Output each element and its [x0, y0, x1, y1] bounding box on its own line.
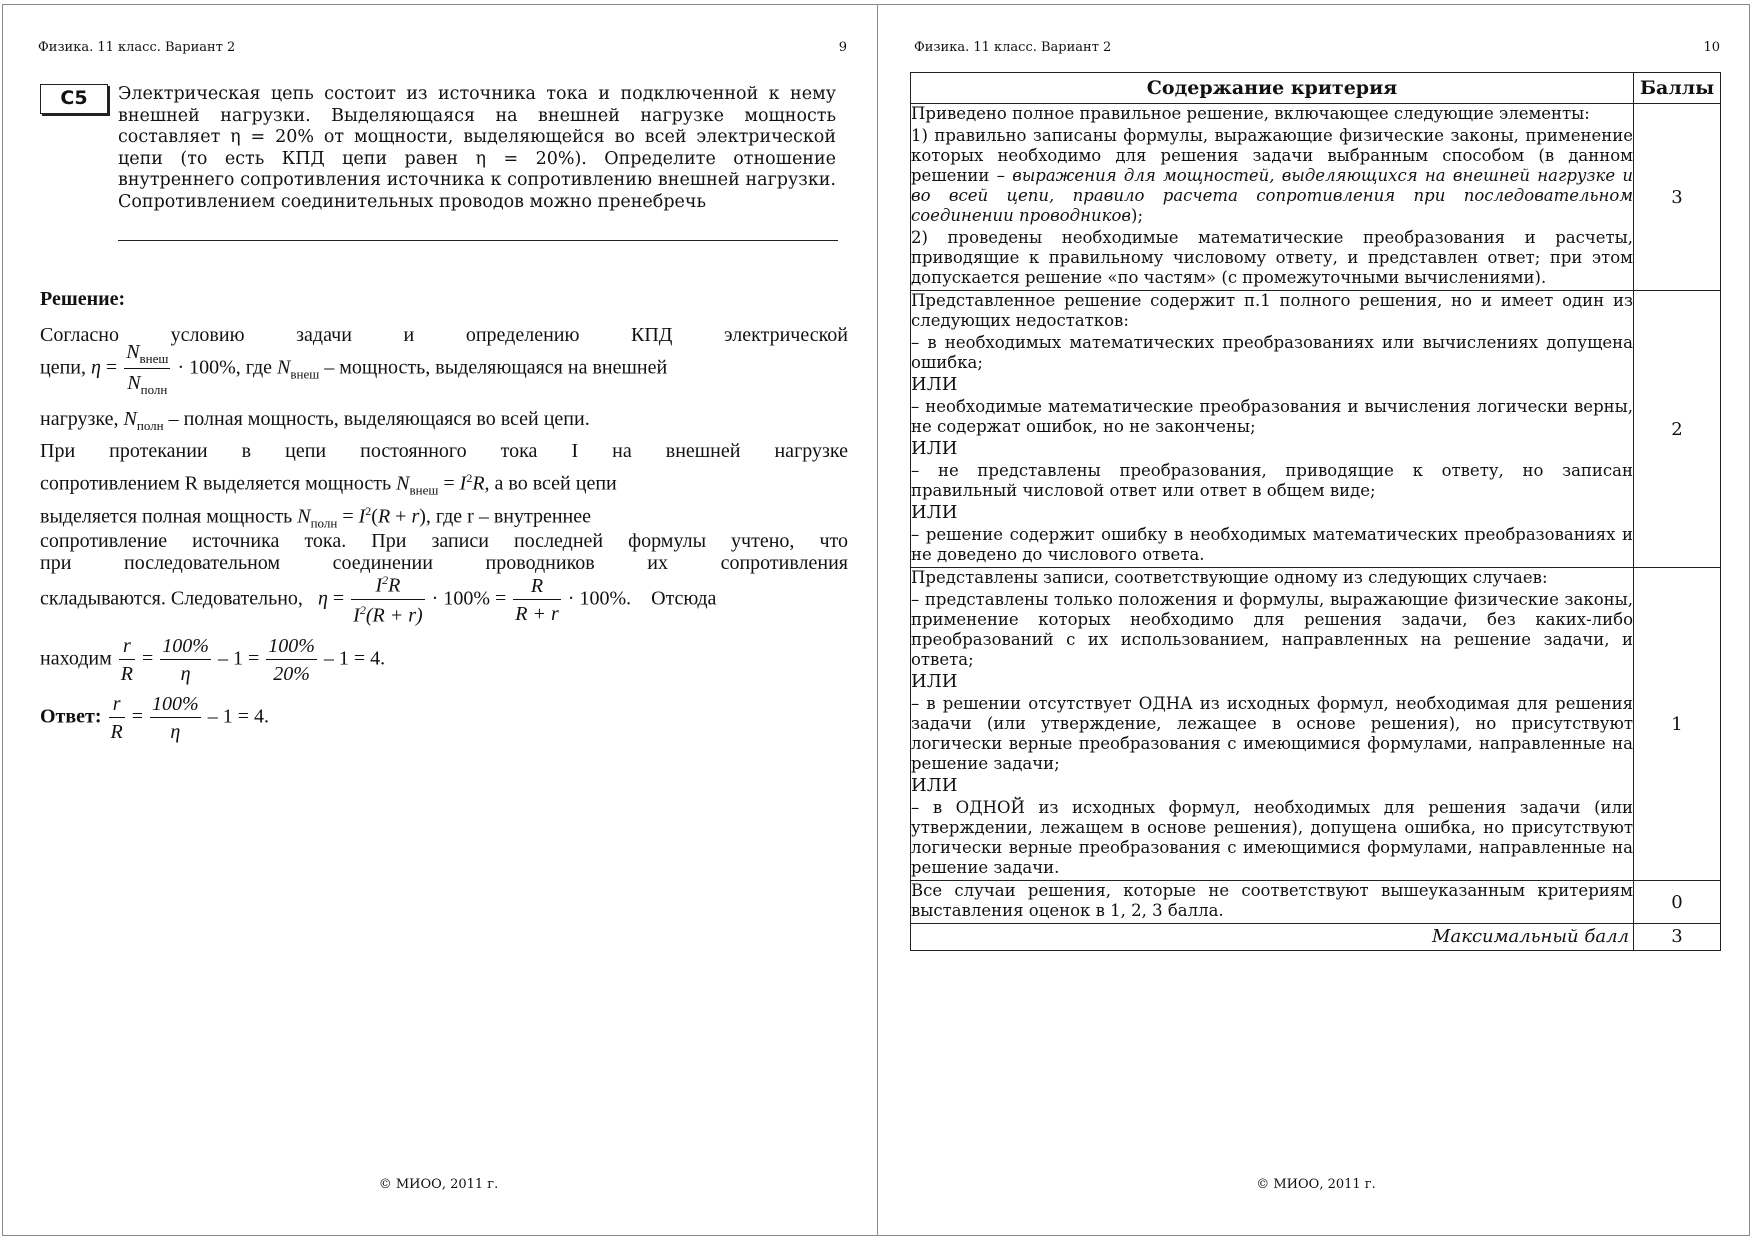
text-fragment: , где r – внутреннее: [425, 505, 592, 528]
criterion-text: Приведено полное правильное решение, включающее следующие элементы:: [911, 104, 1590, 123]
answer-label: Ответ:: [40, 705, 102, 728]
text-fragment: , а во всей цепи: [484, 472, 617, 495]
numeric-fraction: $\frac{100\%}{20\%}$: [268, 635, 315, 685]
points-header: Баллы: [1634, 73, 1721, 104]
table-row: [911, 568, 1721, 881]
criterion-cell: [911, 881, 1634, 924]
solution-line-9: складываются. Следовательно, η = $\frac{I^2R}{I^2(R + r)}$ · 100% = $\frac{R}{R + r}$ · 100%. Отсюда: [40, 573, 717, 627]
or-separator: ИЛИ: [911, 502, 958, 523]
solution-line-7: сопротивление источника тока. При записи последней формулы учтено, что: [40, 530, 848, 552]
score-cell: 0: [1634, 881, 1721, 924]
max-score-value: 3: [1634, 924, 1721, 951]
table-row: [911, 104, 1721, 291]
table-header-row: [911, 73, 1721, 104]
answer-line: Ответ: $\frac{r}{R}$ = $\frac{100\%}{\eta}$ – 1 = 4.: [40, 693, 269, 743]
criteria-table: [910, 72, 1721, 951]
page-number: 9: [838, 40, 847, 55]
max-score-label: Максимальный балл: [911, 924, 1634, 951]
or-separator: ИЛИ: [911, 438, 958, 459]
criterion-header: Содержание критерия: [911, 73, 1634, 104]
text-fragment: Отсюда: [651, 587, 717, 610]
criterion-cell: [911, 568, 1634, 881]
criterion-text: Все случаи решения, которые не соответствуют вышеуказанным критериям выставления оценок в 1, 2, 3 балла.: [911, 881, 1634, 920]
score-cell: 1: [1634, 568, 1721, 881]
solution-line-5: сопротивлением R выделяется мощность $N_{внеш} = I^2R$, а во всей цепи: [40, 471, 617, 498]
result-fraction: $\frac{100\%}{\eta}$: [162, 635, 209, 685]
header-title: Физика. 11 класс. Вариант 2: [914, 40, 1112, 55]
text-fragment: сопротивлением R выделяется мощность: [40, 472, 392, 495]
footer: © МИОО, 2011 г.: [1256, 1177, 1376, 1192]
text-fragment: – полная мощность, выделяющаяся во всей цепи.: [168, 408, 590, 430]
footer: © МИОО, 2011 г.: [378, 1177, 499, 1192]
criterion-item: 1) правильно записаны формулы, выражающие физические законы, применение которых необходимо для решения задачи выбранным способом (в данном решении – выражения для мощностей, выделяющихся на внешней нагрузке и во всей цепи, правило расчета сопротивления при последовательном соединении проводников);: [911, 126, 1634, 225]
text-fragment: складываются. Следовательно,: [40, 587, 303, 610]
solution-line-3: нагрузке, $N_{полн}$ – полная мощность, выделяющаяся во всей цепи.: [40, 408, 590, 433]
score-cell: 3: [1634, 104, 1721, 291]
task-text: Электрическая цепь состоит из источника тока и подключенной к нему внешней нагрузки. Выделяющаяся на внешней нагрузке мощность составляет η = 20% от мощности, выделяющейся во всей электрической цепи (то есть КПД цепи равен η = 20%). Определите отношение внутреннего сопротивления источника к сопротивлению внешней нагрузки. Сопротивлением соединительных проводов можно пренебречь: [118, 84, 836, 212]
criterion-item: – решение содержит ошибку в необходимых математических преобразованиях и не доведено до числового ответа.: [911, 525, 1634, 564]
efficiency-formula-1: $\frac{I^2R}{I^2(R + r)}$: [353, 573, 423, 627]
score-cell: 2: [1634, 291, 1721, 568]
task-underline: [118, 240, 838, 241]
criterion-item: – представлены только положения и формулы, выражающие физические законы, применение которых необходимо для решения задачи, без каких-либо преобразований с их использованием, направленных на решение задачи, и ответа;: [911, 590, 1634, 669]
max-score-row: [911, 924, 1721, 951]
text-fragment: · 100%, где: [177, 356, 273, 379]
or-separator: ИЛИ: [911, 671, 958, 692]
table-row: [911, 291, 1721, 568]
answer-fraction: $\frac{100\%}{\eta}$: [152, 693, 199, 743]
solution-line-6: выделяется полная мощность $N_{полн} = I^2(R + r)$, где r – внутреннее: [40, 504, 592, 531]
right-page: [878, 0, 1754, 1239]
page-number: 10: [1703, 40, 1720, 55]
criterion-item: – необходимые математические преобразования и вычисления логически верны, не содержат ошибок, но не закончены;: [911, 397, 1634, 436]
criterion-text: Представленное решение содержит п.1 полного решения, но и имеет один из следующих недостатков:: [911, 291, 1634, 330]
ratio-fraction: $\frac{r}{R}$: [120, 635, 133, 685]
header-title: Физика. 11 класс. Вариант 2: [38, 40, 236, 55]
criterion-item: – в необходимых математических преобразованиях или вычислениях допущена ошибка;: [911, 333, 1634, 372]
or-separator: ИЛИ: [911, 374, 958, 395]
solution-line-10: находим $\frac{r}{R}$ = $\frac{100\%}{\eta}$ – 1 = $\frac{100\%}{20\%}$ – 1 = 4.: [40, 635, 386, 685]
efficiency-fraction: $\frac{N_{внеш}}{N_{полн}}$: [126, 341, 169, 397]
criterion-item: – не представлены преобразования, приводящие к ответу, но записан правильный числовой ответ или ответ в общем виде;: [911, 461, 1634, 500]
task-label: С5: [40, 84, 108, 114]
criterion-item: 2) проведены необходимые математические преобразования и расчеты, приводящие к правильному числовому ответу, и представлен ответ; при этом допускается решение «по частям» (с промежуточными вычислениями).: [911, 228, 1634, 287]
criterion-text: Представлены записи, соответствующие одному из следующих случаев:: [911, 568, 1548, 587]
text-fragment: цепи,: [40, 356, 86, 379]
solution-heading: Решение:: [40, 288, 126, 310]
criterion-cell: [911, 291, 1634, 568]
criterion-item: – в ОДНОЙ из исходных формул, необходимых для решения задачи (или утверждении, лежащем в основе решения), допущена ошибка, но присутствуют логически верные преобразования с имеющимися формулами, направленные на решение задачи.: [911, 798, 1634, 877]
text-fragment: – мощность, выделяющаяся на внешней: [324, 356, 668, 379]
criterion-item: – в решении отсутствует ОДНА из исходных формул, необходимая для решения задачи (или утверждение, лежащее в основе решения), но присутствуют логически верные преобразования с имеющимися формулами, направленные на решение задачи;: [911, 694, 1634, 773]
efficiency-formula-2: $\frac{R}{R + r}$: [515, 574, 559, 625]
text-fragment: находим: [40, 647, 112, 670]
solution-line-1: Согласно условию задачи и определению КПД электрической: [40, 324, 848, 346]
solution-line-8: при последовательном соединении проводников их сопротивления: [40, 552, 848, 574]
text-fragment: выделяется полная мощность: [40, 505, 293, 528]
table-row: [911, 881, 1721, 924]
criterion-cell: [911, 104, 1634, 291]
answer-ratio: $\frac{r}{R}$: [110, 693, 123, 743]
solution-line-2: цепи, η = $\frac{N_{внеш}}{N_{полн}}$ · 100%, где $N_{внеш}$ – мощность, выделяющаяся на внешней: [40, 341, 668, 397]
text-fragment: нагрузке,: [40, 408, 119, 430]
solution-line-4: При протекании в цепи постоянного тока I на внешней нагрузке: [40, 440, 848, 462]
or-separator: ИЛИ: [911, 775, 958, 796]
